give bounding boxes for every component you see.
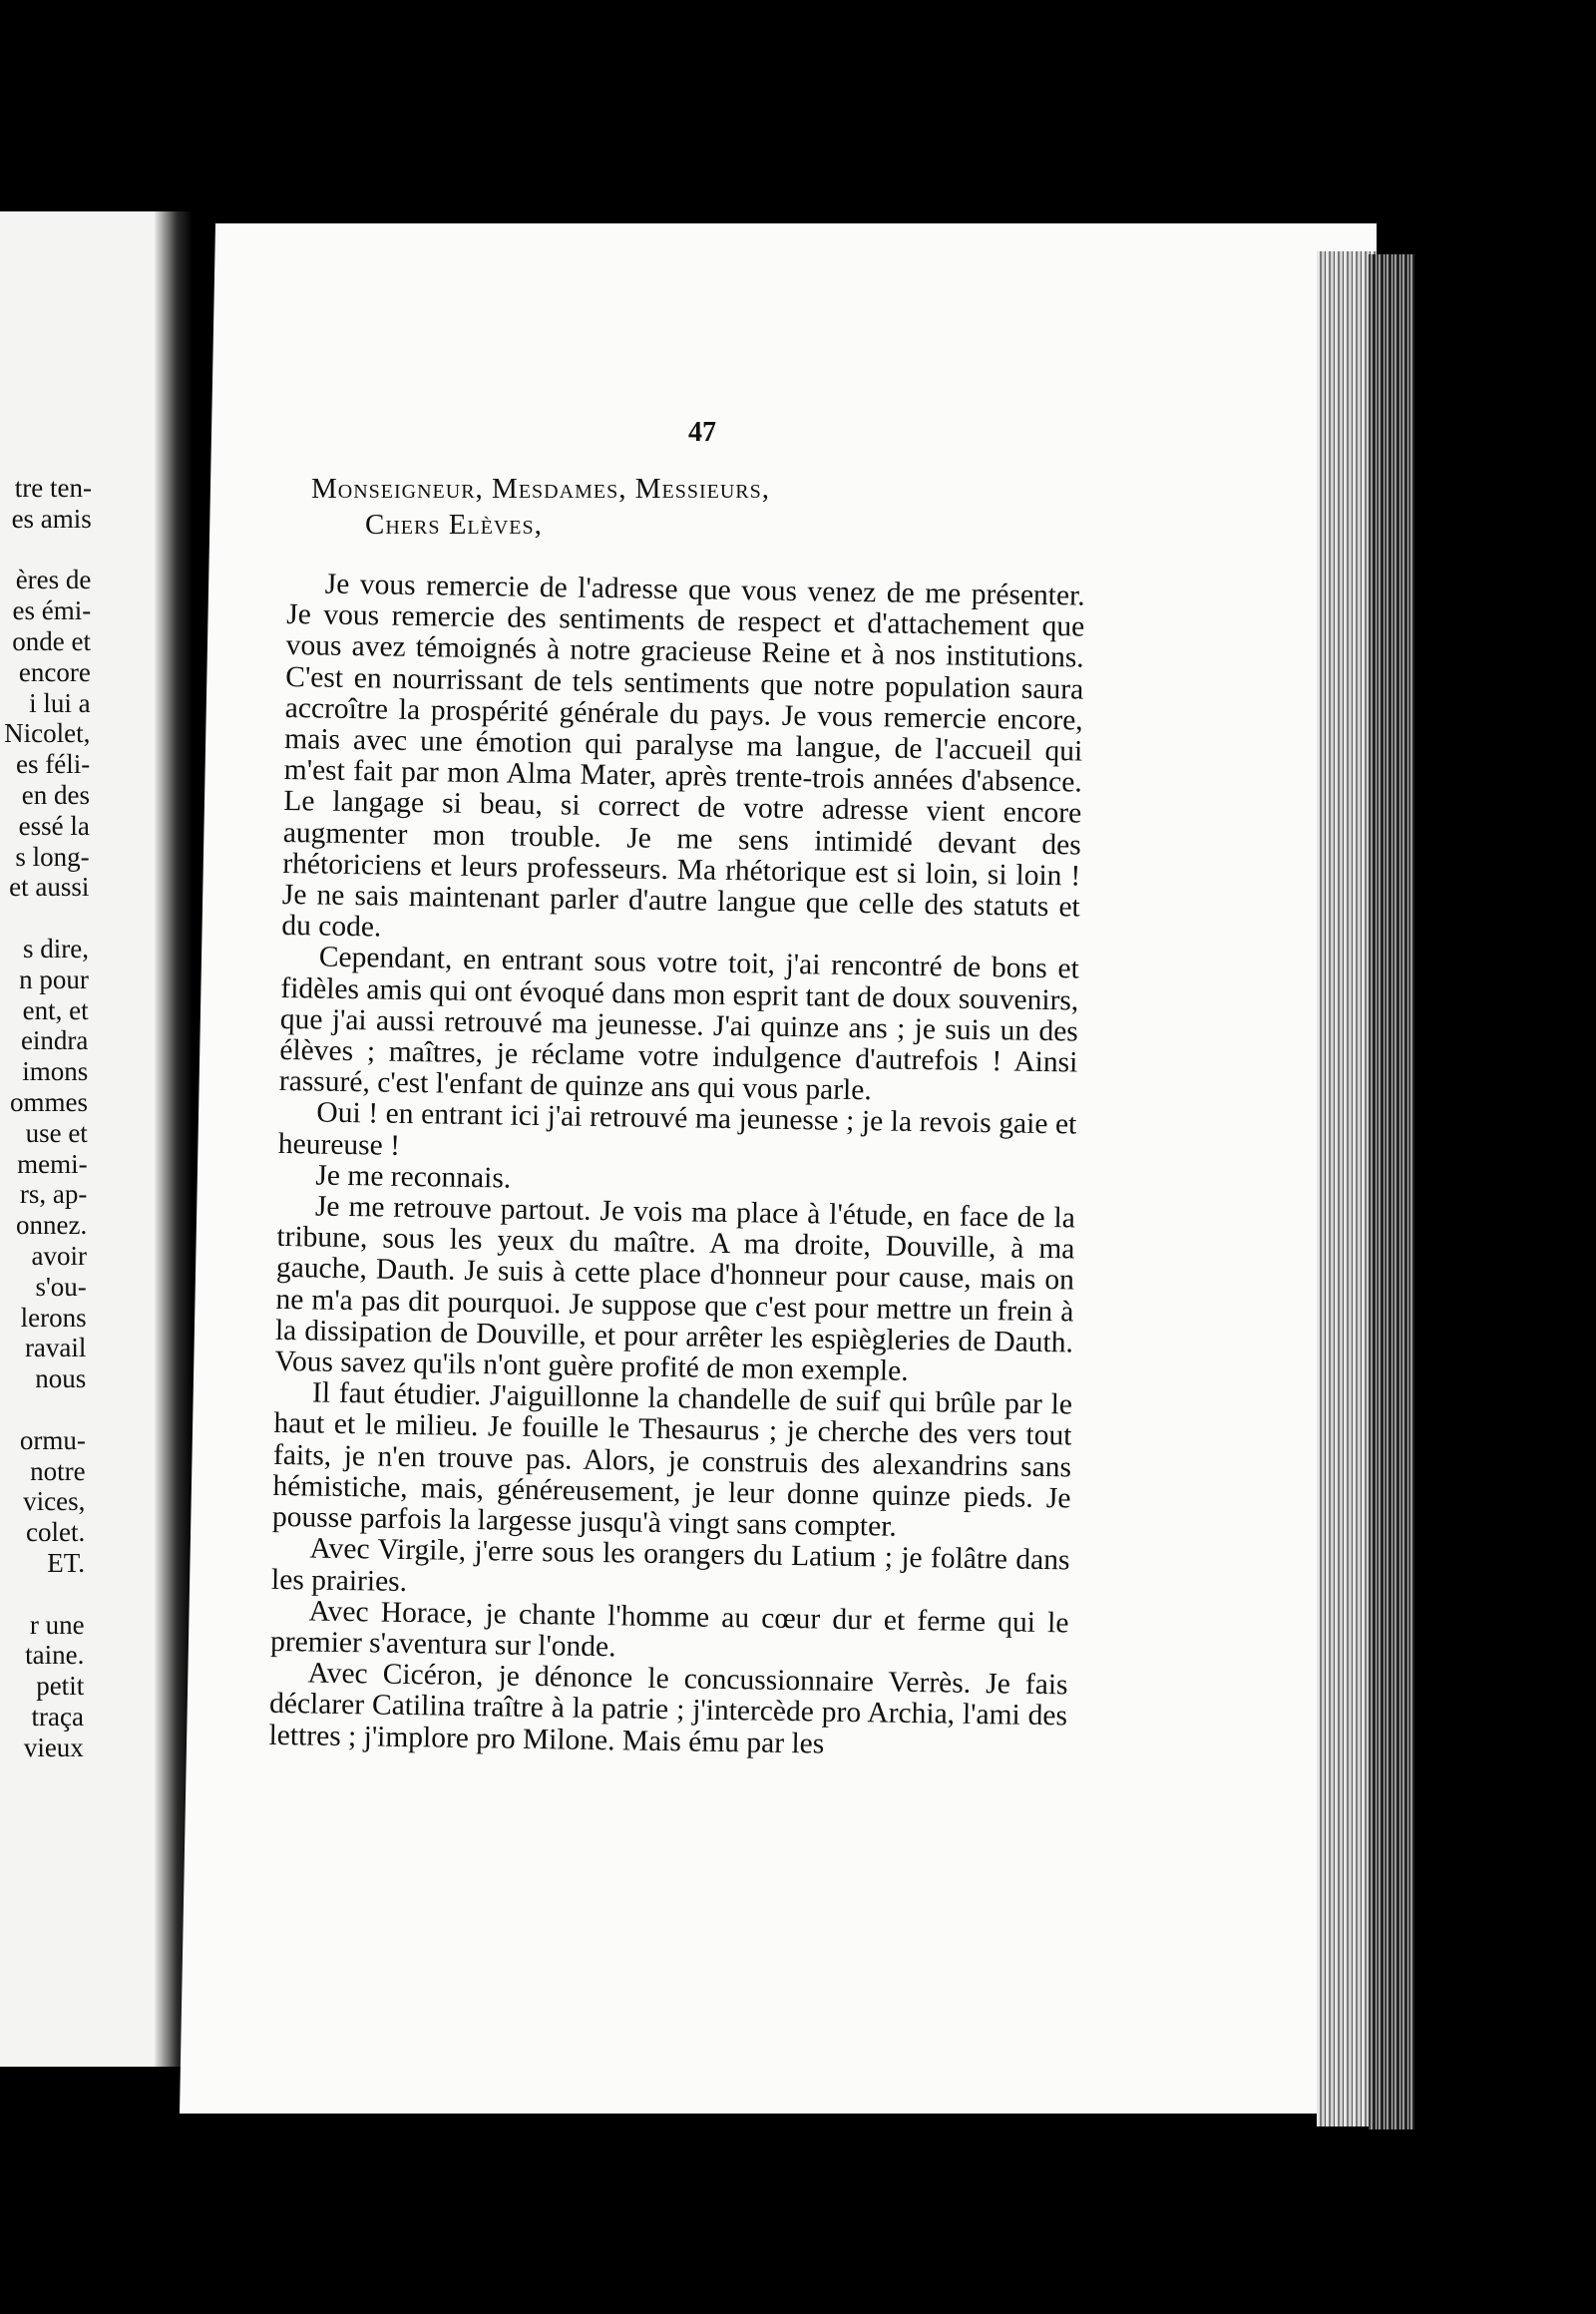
left-page-line: ET. [47,1548,85,1578]
left-page-line: use et [25,1117,88,1148]
paragraph: Je me reconnais. [315,1159,512,1195]
left-page-line: lerons [20,1302,87,1333]
left-page-line: essé la [18,810,90,841]
left-page-line: vieux [23,1732,84,1762]
left-page-line: nous [35,1363,87,1394]
left-page-line: i lui a [29,687,91,718]
left-page-line: tre ten- [14,473,92,503]
left-page-line: s dire, [23,934,89,964]
left-page-line: taine. [25,1640,85,1671]
left-page-line: n pour [19,964,89,994]
paragraph: Avec Horace, je chante l'homme au cœur dur et ferme qui le premier s'aventura sur l'onde. [269,1595,1069,1664]
salutation-line-2: Chers Elèves, [365,509,543,541]
left-page-line: eindra [20,1025,89,1056]
left-page-line: notre [30,1455,86,1486]
salutation-line-1: Monseigneur, Mesdames, Messieurs, [311,473,770,505]
left-page-line: Nicolet, [4,718,91,749]
paragraph: Avec Cicéron, je dénonce le concussionnaire Verrès. Je fais déclarer Catilina traître à la patrie ; j'intercède pro Archia, l'ami des lettres ; j'implore pro Milone. Mais ému par les [268,1657,1068,1760]
left-page-line: ormu- [19,1424,86,1455]
left-page-line: onnez. [15,1210,88,1241]
paragraph: Oui ! en entrant ici j'ai retrouvé ma jeunesse ; je la revois gaie et heureuse ! [277,1096,1077,1162]
paragraph: Il faut étudier. J'aiguillonne la chandelle de suif qui brûle par le haut et le milieu. Je fouille le Thesaurus ; je cherche des vers tout faits, je n'en trouve pas. Alors, je construis des alexandrins sans hémistiche, mais, généreusement, je leur donne quinze pieds. Je pousse parfois la largesse jusqu'à vingt sans compter. [271,1376,1073,1543]
left-page-line: es féli- [15,749,91,780]
page-edge-stack-outer [1369,254,1414,2129]
left-page-line: avoir [31,1241,87,1271]
left-page-line: rs, ap- [19,1179,88,1210]
left-page-line: es amis [11,503,92,534]
left-page-line: en des [21,780,90,810]
left-page-line: memi- [17,1148,88,1179]
left-page-fragment [0,211,180,2067]
left-page-line: vices, [23,1486,86,1517]
paragraph: Je me retrouve partout. Je vois ma place à l'étude, en face de la tribune, sous les yeux du maître. A ma droite, Douville, à ma gauche, Dauth. Je suis à cette place d'honneur pour cause, mais on ne m'a pas dit pourquoi. Je suppose que c'est pour mettre un frein à la dissipation de Douville, et pour arrêter les espiègleries de Dauth. Vous savez qu'ils n'ont guère profité de mon exemple. [274,1190,1076,1387]
left-page-line: es émi- [12,595,92,626]
body-text [268,569,1085,1763]
left-page-line: ommes [10,1087,88,1117]
left-page-line: ravail [24,1333,87,1363]
left-page-line: encore [18,656,91,687]
paragraph: Cependant, en entrant sous votre toit, j'ai rencontré de bons et fidèles amis qui ont évoqué dans mon esprit tant de doux souvenirs, que j'ai aussi retrouvé ma jeunesse. J'ai quinze ans ; je suis un des élèves ; maîtres, je réclame votre indulgence d'autrefois ! Ainsi rassuré, c'est l'enfant de quinze ans qui vous parle. [278,941,1080,1107]
left-page-line: onde et [12,626,91,656]
left-page-line: s long- [15,841,90,872]
page-number: 47 [688,417,716,448]
paragraph: Je vous remercie de l'adresse que vous venez de me présenter. Je vous remercie des sentiments de respect et d'attachement que vous avez témoignés à notre gracieuse Reine et à nos institutions. C'est en nourrissant de tels sentiments que notre population saura accroître la prospérité générale du pays. Je vous remercie encore, mais avec une émotion qui paralyse ma langue, de l'accueil qui m'est fait par mon Alma Mater, après trente-trois années d'absence. Le langage si beau, si correct de votre adresse vient encore augmenter mon trouble. Je me sens intimidé devant des rhétoriciens et leurs professeurs. Ma rhétorique est si loin, si loin ! Je ne sais maintenant parler d'autre langue que celle des statuts et du code. [281,568,1085,944]
left-page-line: ères de [15,565,92,595]
left-page-line: et aussi [9,872,90,903]
left-page-line: petit [36,1671,85,1702]
left-page-line: r une [29,1609,85,1640]
paragraph: Avec Virgile, j'erre sous les orangers du Latium ; je folâtre dans les prairies. [270,1532,1070,1598]
page-edge-stack [1317,251,1377,2126]
left-page-line: s'ou- [35,1271,87,1302]
left-page-line: traça [31,1702,84,1732]
left-page-line: ent, et [22,994,89,1025]
left-page-line: imons [22,1056,89,1087]
left-page-line: colet. [25,1517,86,1548]
